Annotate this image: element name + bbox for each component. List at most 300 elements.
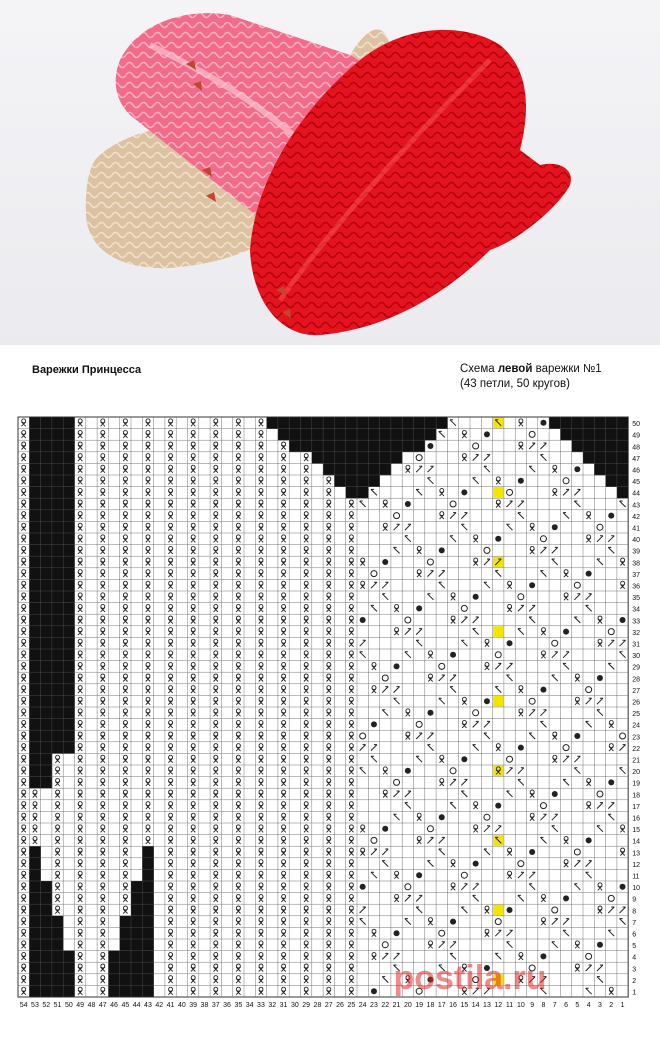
row-label: 34 (632, 606, 640, 614)
column-label: 54 (19, 1002, 28, 1009)
chart-cell-black (402, 429, 414, 441)
chart-cell-black (41, 753, 53, 765)
chart-cell-black (63, 510, 75, 522)
column-label: 14 (471, 1002, 480, 1009)
chart-cell-black (41, 591, 53, 603)
chart-cell-black (120, 916, 132, 928)
chart-cell-black (41, 730, 53, 742)
chart-cell-black (41, 614, 53, 626)
chart-cell-black (323, 429, 335, 441)
chart-cell-black (52, 730, 64, 742)
symbol-bobble (552, 791, 558, 797)
symbol-bobble (540, 687, 546, 693)
chart-cell-black (425, 417, 437, 429)
row-label: 11 (632, 873, 640, 881)
chart-cell-black (346, 440, 358, 452)
row-label: 26 (632, 699, 640, 707)
chart-cell-black (52, 695, 64, 707)
column-label: 25 (347, 1002, 356, 1009)
chart-cell-black (63, 707, 75, 719)
chart-cell-black (63, 475, 75, 487)
chart-cell-highlight (493, 905, 503, 916)
chart-cell-black (63, 498, 75, 510)
chart-cell-black (120, 985, 132, 997)
chart-cell-black (323, 440, 335, 452)
chart-cell-black (391, 417, 403, 429)
chart-cell-black (334, 417, 346, 429)
chart-cell-black (41, 881, 53, 893)
chart-cell-black (63, 985, 75, 997)
row-label: 12 (632, 861, 640, 869)
column-label: 1 (620, 1002, 625, 1009)
symbol-bobble (597, 942, 603, 948)
chart-cell-black (29, 962, 41, 974)
chart-cell-black (142, 916, 154, 928)
chart-cell-black (63, 591, 75, 603)
chart-cell-black (63, 568, 75, 580)
chart-cell-black (301, 440, 313, 452)
chart-cell-black (52, 591, 64, 603)
chart-cell-black (29, 463, 41, 475)
chart-cell-black (323, 417, 335, 429)
chart-cell-black (380, 463, 392, 475)
row-label: 1 (632, 989, 637, 997)
column-label: 34 (245, 1002, 254, 1009)
chart-cell-black (63, 521, 75, 533)
column-label: 22 (381, 1002, 390, 1009)
chart-cell-black (63, 962, 75, 974)
column-label: 3 (597, 1002, 602, 1009)
symbol-bobble (495, 803, 501, 809)
chart-cell-black (380, 417, 392, 429)
chart-cell-black (380, 452, 392, 464)
chart-cell-black (52, 614, 64, 626)
chart-cell-black (29, 545, 41, 557)
chart-cell-black (380, 429, 392, 441)
chart-cell-black (357, 487, 369, 499)
chart-cell-black (63, 951, 75, 963)
column-label: 51 (53, 1002, 62, 1009)
column-label: 16 (449, 1002, 457, 1009)
row-label: 3 (632, 966, 637, 974)
symbol-bobble (495, 536, 501, 542)
symbol-bobble (507, 640, 513, 646)
chart-cell-black (572, 417, 584, 429)
symbol-bobble (461, 489, 467, 495)
chart-cell-black (617, 475, 629, 487)
chart-cell-black (63, 603, 75, 615)
column-label: 21 (392, 1002, 401, 1009)
chart-cell-black (41, 637, 53, 649)
chart-cell-black (63, 672, 75, 684)
symbol-bobble (574, 733, 580, 739)
column-label: 5 (575, 1002, 580, 1009)
chart-cell-black (41, 939, 53, 951)
chart-cell-black (63, 684, 75, 696)
chart-cell-black (368, 417, 380, 429)
chart-cell-black (29, 893, 41, 905)
chart-cell-black (29, 626, 41, 638)
chart-cell-black (63, 719, 75, 731)
chart-cell-black (52, 916, 64, 928)
row-label: 49 (632, 432, 640, 440)
scheme-caption (460, 362, 602, 392)
chart-cell-black (29, 939, 41, 951)
scheme-prefix: Схема (460, 363, 498, 375)
row-label: 9 (632, 896, 637, 904)
column-label: 10 (516, 1002, 525, 1009)
chart-cell-black (594, 452, 606, 464)
row-label: 24 (632, 722, 640, 730)
chart-cell-black (63, 463, 75, 475)
chart-cell-black (594, 463, 606, 475)
chart-cell-black (52, 579, 64, 591)
row-label: 32 (632, 629, 640, 637)
chart-cell-black (29, 452, 41, 464)
row-label: 2 (632, 977, 637, 985)
symbol-bobble (416, 605, 422, 611)
chart-cell-black (414, 417, 426, 429)
row-label: 13 (632, 850, 640, 858)
chart-cell-black (29, 858, 41, 870)
row-label: 31 (632, 641, 640, 649)
chart-cell-black (560, 429, 572, 441)
chart-cell-black (41, 707, 53, 719)
chart-cell-black (29, 521, 41, 533)
chart-cell-black (29, 614, 41, 626)
symbol-bobble (529, 849, 535, 855)
chart-cell-black (334, 440, 346, 452)
chart-cell-black (63, 695, 75, 707)
scheme-bold-word: левой (497, 363, 533, 375)
column-label: 24 (358, 1002, 367, 1009)
column-label: 15 (460, 1002, 469, 1009)
symbol-bobble (620, 617, 626, 623)
symbol-bobble (439, 814, 445, 820)
chart-cell-black (142, 974, 154, 986)
chart-cell-black (131, 881, 143, 893)
chart-cell-black (52, 510, 64, 522)
pattern-title: Варежки Принцесса (32, 364, 142, 376)
symbol-bobble (427, 443, 433, 449)
row-label: 35 (632, 595, 640, 603)
chart-cell-black (52, 498, 64, 510)
symbol-bobble (405, 501, 411, 507)
symbol-bobble (574, 466, 580, 472)
chart-cell-black (312, 417, 324, 429)
chart-cell-black (120, 974, 132, 986)
chart-cell-black (29, 742, 41, 754)
chart-cell-black (346, 475, 358, 487)
chart-cell-black (617, 463, 629, 475)
chart-cell-black (41, 521, 53, 533)
column-label: 8 (541, 1002, 546, 1009)
chart-cell-black (29, 672, 41, 684)
chart-cell-black (29, 951, 41, 963)
column-label: 29 (302, 1002, 311, 1009)
column-label: 13 (483, 1002, 491, 1009)
chart-cell-black (357, 417, 369, 429)
symbol-bobble (394, 663, 400, 669)
chart-cell-black (41, 649, 53, 661)
row-label: 15 (632, 827, 640, 835)
chart-grid (0, 405, 660, 1050)
chart-cell-black (606, 440, 618, 452)
chart-cell-black (606, 463, 618, 475)
scheme-line-2: (43 петли, 50 кругов) (460, 378, 570, 390)
chart-cell-black (108, 985, 120, 997)
column-label: 37 (211, 1002, 220, 1009)
chart-cell-black (63, 661, 75, 673)
symbol-bobble (371, 721, 377, 727)
chart-cell-black (583, 452, 595, 464)
chart-cell-black (41, 893, 53, 905)
chart-cell-black (617, 452, 629, 464)
symbol-bobble (450, 919, 456, 925)
chart-cell-black (63, 417, 75, 429)
chart-cell-black (617, 429, 629, 441)
chart-cell-black (391, 429, 403, 441)
column-label: 40 (177, 1002, 186, 1009)
symbol-bobble (439, 547, 445, 553)
chart-cell-black (41, 498, 53, 510)
column-label: 11 (505, 1002, 514, 1009)
chart-cell-black (41, 719, 53, 731)
chart-cell-black (52, 974, 64, 986)
chart-cell-black (29, 707, 41, 719)
row-label: 10 (632, 885, 640, 893)
chart-cell-black (63, 626, 75, 638)
column-label: 46 (110, 1002, 118, 1009)
symbol-bobble (360, 884, 366, 890)
symbol-bobble (473, 861, 479, 867)
chart-cell-black (41, 568, 53, 580)
symbol-bobble (416, 872, 422, 878)
row-label: 25 (632, 711, 640, 719)
symbol-bobble (518, 478, 524, 484)
chart-cell-black (436, 417, 448, 429)
column-label: 20 (403, 1002, 412, 1009)
watermark: postila.ru (393, 959, 547, 997)
scheme-suffix: варежки №1 (532, 363, 602, 375)
chart-cell-highlight (493, 696, 503, 707)
chart-cell-black (29, 753, 41, 765)
chart-cell-black (29, 603, 41, 615)
chart-cell-black (52, 603, 64, 615)
chart-cell-black (617, 487, 629, 499)
row-label: 41 (632, 525, 640, 533)
chart-cell-black (29, 684, 41, 696)
chart-cell-black (572, 429, 584, 441)
chart-cell-black (52, 545, 64, 557)
chart-cell-black (346, 452, 358, 464)
chart-cell-black (142, 881, 154, 893)
mittens-illustration (0, 0, 660, 345)
chart-cell-black (29, 985, 41, 997)
chart-cell-black (63, 545, 75, 557)
chart-cell-black (29, 533, 41, 545)
chart-cell-black (131, 927, 143, 939)
chart-cell-black (63, 487, 75, 499)
chart-cell-black (29, 487, 41, 499)
chart-cell-black (41, 684, 53, 696)
chart-cell-black (391, 452, 403, 464)
chart-cell-black (41, 463, 53, 475)
chart-cell-black (334, 463, 346, 475)
column-label: 17 (437, 1002, 446, 1009)
chart-cell-black (63, 649, 75, 661)
column-label: 41 (166, 1002, 175, 1009)
chart-cell-black (63, 579, 75, 591)
chart-cell-black (41, 904, 53, 916)
chart-cell-black (63, 614, 75, 626)
chart-cell-black (368, 440, 380, 452)
row-label: 29 (632, 664, 640, 672)
symbol-bobble (405, 768, 411, 774)
chart-cell-black (41, 417, 53, 429)
chart-cell-black (29, 719, 41, 731)
symbol-bobble (484, 431, 490, 437)
chart-cell-black (29, 777, 41, 789)
chart-cell-black (29, 916, 41, 928)
row-label: 50 (632, 421, 640, 429)
chart-cell-black (29, 661, 41, 673)
row-label: 5 (632, 943, 637, 951)
chart-cell-black (41, 545, 53, 557)
row-label: 39 (632, 548, 640, 556)
row-label: 28 (632, 676, 640, 684)
symbol-bobble (394, 930, 400, 936)
chart-cell-black (278, 417, 290, 429)
row-label: 40 (632, 537, 640, 545)
chart-cell-black (63, 429, 75, 441)
column-label: 32 (268, 1002, 277, 1009)
chart-cell-black (52, 452, 64, 464)
column-label: 28 (313, 1002, 322, 1009)
chart-cell-black (357, 475, 369, 487)
symbol-bobble (371, 988, 377, 994)
chart-cell-black (52, 649, 64, 661)
chart-cell-black (41, 742, 53, 754)
chart-cell-black (357, 452, 369, 464)
scheme-line-1 (460, 362, 602, 377)
row-label: 36 (632, 583, 640, 591)
chart-cell-black (41, 452, 53, 464)
symbol-bobble (540, 420, 546, 426)
chart-cell-black (29, 974, 41, 986)
row-label: 48 (632, 444, 640, 452)
chart-cell-black (29, 869, 41, 881)
chart-cell-black (368, 429, 380, 441)
chart-cell-black (41, 777, 53, 789)
chart-cell-black (41, 951, 53, 963)
chart-cell-black (52, 962, 64, 974)
chart-cell-black (29, 510, 41, 522)
row-label: 47 (632, 455, 640, 463)
column-label: 38 (200, 1002, 209, 1009)
symbol-bobble (360, 617, 366, 623)
chart-cell-black (52, 626, 64, 638)
chart-cell-black (41, 603, 53, 615)
chart-cell-black (41, 765, 53, 777)
chart-cell-black (368, 452, 380, 464)
symbol-bobble (427, 710, 433, 716)
column-label: 31 (279, 1002, 288, 1009)
chart-cell-black (131, 985, 143, 997)
chart-cell-black (549, 417, 561, 429)
chart-cell-black (41, 695, 53, 707)
chart-cell-black (29, 649, 41, 661)
chart-cell-highlight (493, 626, 503, 637)
row-label: 8 (632, 908, 637, 916)
chart-cell-black (29, 568, 41, 580)
chart-cell-black (52, 661, 64, 673)
column-label: 2 (609, 1002, 614, 1009)
chart-cell-black (131, 951, 143, 963)
chart-cell-black (425, 429, 437, 441)
symbol-bobble (529, 582, 535, 588)
chart-cell-black (41, 440, 53, 452)
row-label: 6 (632, 931, 637, 939)
chart-cell-black (402, 417, 414, 429)
chart-cell-black (357, 440, 369, 452)
column-label: 27 (324, 1002, 333, 1009)
chart-cell-black (334, 475, 346, 487)
chart-cell-black (29, 556, 41, 568)
chart-cell-black (63, 452, 75, 464)
row-label: 19 (632, 780, 640, 788)
chart-cell-black (572, 440, 584, 452)
column-label: 47 (98, 1002, 107, 1009)
chart-cell-black (617, 417, 629, 429)
column-label: 43 (144, 1002, 152, 1009)
chart-cell-black (63, 974, 75, 986)
row-label: 33 (632, 618, 640, 626)
symbol-bobble (608, 513, 614, 519)
row-label: 4 (632, 954, 637, 962)
row-label: 23 (632, 734, 640, 742)
chart-cell-black (29, 591, 41, 603)
chart-cell-black (52, 521, 64, 533)
row-label: 22 (632, 745, 640, 753)
row-label: 44 (632, 490, 640, 498)
row-label: 30 (632, 653, 640, 661)
chart-cell-black (52, 927, 64, 939)
chart-cell-black (323, 463, 335, 475)
row-label: 21 (632, 757, 640, 765)
chart-cell-black (52, 417, 64, 429)
chart-cell-black (131, 974, 143, 986)
chart-cell-black (346, 429, 358, 441)
symbol-bobble (507, 907, 513, 913)
row-label: 27 (632, 687, 640, 695)
symbol-bobble (586, 571, 592, 577)
column-label: 12 (494, 1002, 503, 1009)
chart-cell-black (52, 463, 64, 475)
chart-cell-black (41, 510, 53, 522)
chart-cell-black (108, 974, 120, 986)
chart-cell-black (52, 487, 64, 499)
column-label: 23 (370, 1002, 378, 1009)
chart-cell-black (414, 429, 426, 441)
chart-cell-black (52, 707, 64, 719)
chart-cell-black (606, 475, 618, 487)
chart-cell-black (29, 765, 41, 777)
chart-cell-black (142, 869, 154, 881)
chart-cell-black (594, 417, 606, 429)
column-label: 39 (189, 1002, 198, 1009)
column-label: 33 (257, 1002, 265, 1009)
